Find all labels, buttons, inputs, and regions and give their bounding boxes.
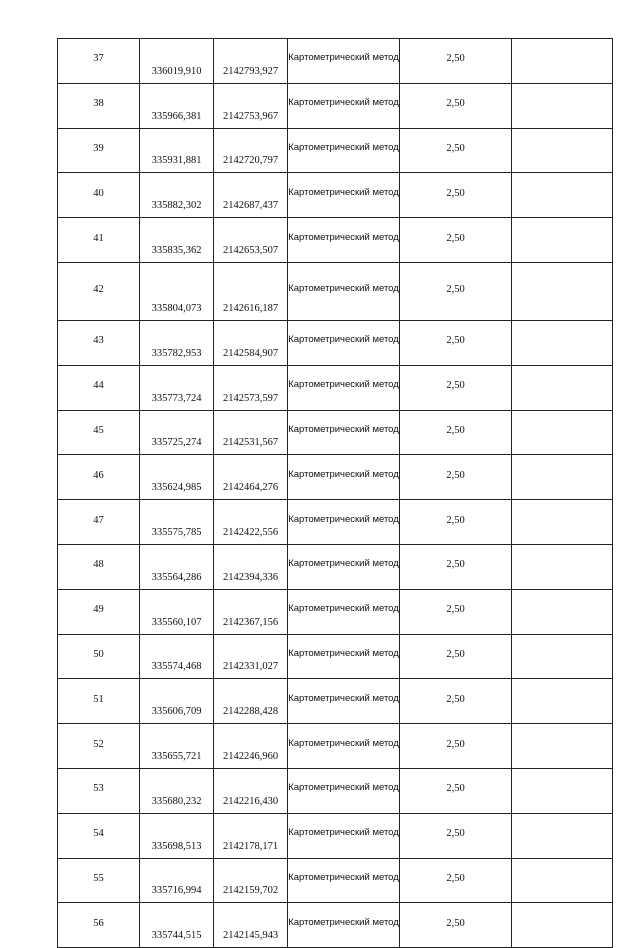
table-row — [58, 262, 613, 320]
description-cell — [512, 39, 613, 84]
point-number-cell: 37 — [58, 39, 140, 84]
accuracy-cell: 2,50 — [400, 500, 512, 545]
method-cell: Картометрический метод — [288, 903, 400, 948]
x-coordinate-cell: 335624,985 — [140, 455, 214, 500]
description-cell — [512, 500, 613, 545]
x-coordinate-cell: 335931,881 — [140, 128, 214, 173]
accuracy-cell: 2,50 — [400, 634, 512, 679]
description-cell — [512, 410, 613, 455]
y-coordinate-cell: 2142753,967 — [214, 83, 288, 128]
table-row — [58, 858, 613, 903]
accuracy-cell: 2,50 — [400, 365, 512, 410]
accuracy-cell: 2,50 — [400, 813, 512, 858]
x-coordinate-cell: 335560,107 — [140, 589, 214, 634]
point-number-cell: 40 — [58, 173, 140, 218]
point-number-cell: 46 — [58, 455, 140, 500]
x-coordinate-cell: 335835,362 — [140, 218, 214, 263]
x-coordinate-cell: 335564,286 — [140, 544, 214, 589]
table-row — [58, 410, 613, 455]
method-cell: Картометрический метод — [288, 813, 400, 858]
accuracy-cell: 2,50 — [400, 768, 512, 813]
method-cell: Картометрический метод — [288, 410, 400, 455]
x-coordinate-cell: 335680,232 — [140, 768, 214, 813]
description-cell — [512, 320, 613, 365]
description-cell — [512, 679, 613, 724]
method-cell: Картометрический метод — [288, 768, 400, 813]
method-cell: Картометрический метод — [288, 634, 400, 679]
y-coordinate-cell: 2142367,156 — [214, 589, 288, 634]
y-coordinate-cell: 2142616,187 — [214, 262, 288, 320]
method-cell: Картометрический метод — [288, 500, 400, 545]
x-coordinate-cell: 335574,468 — [140, 634, 214, 679]
point-number-cell: 43 — [58, 320, 140, 365]
method-cell: Картометрический метод — [288, 455, 400, 500]
method-cell: Картометрический метод — [288, 39, 400, 84]
table-row — [58, 218, 613, 263]
y-coordinate-cell: 2142394,336 — [214, 544, 288, 589]
y-coordinate-cell: 2142573,597 — [214, 365, 288, 410]
method-cell: Картометрический метод — [288, 262, 400, 320]
table-row — [58, 544, 613, 589]
table-row — [58, 365, 613, 410]
point-number-cell: 54 — [58, 813, 140, 858]
accuracy-cell: 2,50 — [400, 858, 512, 903]
method-cell: Картометрический метод — [288, 173, 400, 218]
y-coordinate-cell: 2142178,171 — [214, 813, 288, 858]
description-cell — [512, 218, 613, 263]
x-coordinate-cell: 335744,515 — [140, 903, 214, 948]
y-coordinate-cell: 2142793,927 — [214, 39, 288, 84]
table-row — [58, 903, 613, 948]
point-number-cell: 47 — [58, 500, 140, 545]
point-number-cell: 44 — [58, 365, 140, 410]
x-coordinate-cell: 335725,274 — [140, 410, 214, 455]
table-row — [58, 589, 613, 634]
method-cell: Картометрический метод — [288, 218, 400, 263]
method-cell: Картометрический метод — [288, 320, 400, 365]
method-cell: Картометрический метод — [288, 365, 400, 410]
table-row — [58, 83, 613, 128]
point-number-cell: 55 — [58, 858, 140, 903]
description-cell — [512, 813, 613, 858]
method-cell: Картометрический метод — [288, 128, 400, 173]
x-coordinate-cell: 335782,953 — [140, 320, 214, 365]
accuracy-cell: 2,50 — [400, 262, 512, 320]
table-row — [58, 39, 613, 84]
accuracy-cell: 2,50 — [400, 544, 512, 589]
description-cell — [512, 724, 613, 769]
accuracy-cell: 2,50 — [400, 455, 512, 500]
accuracy-cell: 2,50 — [400, 218, 512, 263]
accuracy-cell: 2,50 — [400, 320, 512, 365]
description-cell — [512, 768, 613, 813]
accuracy-cell: 2,50 — [400, 589, 512, 634]
method-cell: Картометрический метод — [288, 679, 400, 724]
y-coordinate-cell: 2142331,027 — [214, 634, 288, 679]
x-coordinate-cell: 335575,785 — [140, 500, 214, 545]
description-cell — [512, 128, 613, 173]
y-coordinate-cell: 2142246,960 — [214, 724, 288, 769]
point-number-cell: 50 — [58, 634, 140, 679]
y-coordinate-cell: 2142584,907 — [214, 320, 288, 365]
point-number-cell: 53 — [58, 768, 140, 813]
description-cell — [512, 262, 613, 320]
y-coordinate-cell: 2142653,507 — [214, 218, 288, 263]
y-coordinate-cell: 2142145,943 — [214, 903, 288, 948]
point-number-cell: 38 — [58, 83, 140, 128]
description-cell — [512, 903, 613, 948]
x-coordinate-cell: 335606,709 — [140, 679, 214, 724]
table-row — [58, 634, 613, 679]
table-row — [58, 724, 613, 769]
point-number-cell: 51 — [58, 679, 140, 724]
y-coordinate-cell: 2142464,276 — [214, 455, 288, 500]
table-row — [58, 768, 613, 813]
point-number-cell: 48 — [58, 544, 140, 589]
table-row — [58, 679, 613, 724]
y-coordinate-cell: 2142159,702 — [214, 858, 288, 903]
point-number-cell: 41 — [58, 218, 140, 263]
table-row — [58, 173, 613, 218]
x-coordinate-cell: 335966,381 — [140, 83, 214, 128]
point-number-cell: 52 — [58, 724, 140, 769]
x-coordinate-cell: 335773,724 — [140, 365, 214, 410]
description-cell — [512, 173, 613, 218]
method-cell: Картометрический метод — [288, 544, 400, 589]
coordinates-table — [57, 38, 613, 948]
method-cell: Картометрический метод — [288, 83, 400, 128]
accuracy-cell: 2,50 — [400, 83, 512, 128]
table-row — [58, 813, 613, 858]
accuracy-cell: 2,50 — [400, 128, 512, 173]
x-coordinate-cell: 335804,073 — [140, 262, 214, 320]
accuracy-cell: 2,50 — [400, 410, 512, 455]
accuracy-cell: 2,50 — [400, 679, 512, 724]
x-coordinate-cell: 336019,910 — [140, 39, 214, 84]
y-coordinate-cell: 2142422,556 — [214, 500, 288, 545]
description-cell — [512, 634, 613, 679]
accuracy-cell: 2,50 — [400, 724, 512, 769]
description-cell — [512, 365, 613, 410]
y-coordinate-cell: 2142216,430 — [214, 768, 288, 813]
description-cell — [512, 589, 613, 634]
description-cell — [512, 544, 613, 589]
table-row — [58, 128, 613, 173]
method-cell: Картометрический метод — [288, 858, 400, 903]
accuracy-cell: 2,50 — [400, 903, 512, 948]
x-coordinate-cell: 335716,994 — [140, 858, 214, 903]
method-cell: Картометрический метод — [288, 724, 400, 769]
table-row — [58, 320, 613, 365]
point-number-cell: 45 — [58, 410, 140, 455]
coordinates-table-body — [58, 39, 613, 948]
y-coordinate-cell: 2142687,437 — [214, 173, 288, 218]
accuracy-cell: 2,50 — [400, 173, 512, 218]
x-coordinate-cell: 335655,721 — [140, 724, 214, 769]
y-coordinate-cell: 2142720,797 — [214, 128, 288, 173]
table-row — [58, 500, 613, 545]
description-cell — [512, 455, 613, 500]
accuracy-cell: 2,50 — [400, 39, 512, 84]
y-coordinate-cell: 2142288,428 — [214, 679, 288, 724]
y-coordinate-cell: 2142531,567 — [214, 410, 288, 455]
point-number-cell: 56 — [58, 903, 140, 948]
method-cell: Картометрический метод — [288, 589, 400, 634]
description-cell — [512, 83, 613, 128]
table-row — [58, 455, 613, 500]
x-coordinate-cell: 335882,302 — [140, 173, 214, 218]
x-coordinate-cell: 335698,513 — [140, 813, 214, 858]
point-number-cell: 39 — [58, 128, 140, 173]
description-cell — [512, 858, 613, 903]
point-number-cell: 42 — [58, 262, 140, 320]
point-number-cell: 49 — [58, 589, 140, 634]
